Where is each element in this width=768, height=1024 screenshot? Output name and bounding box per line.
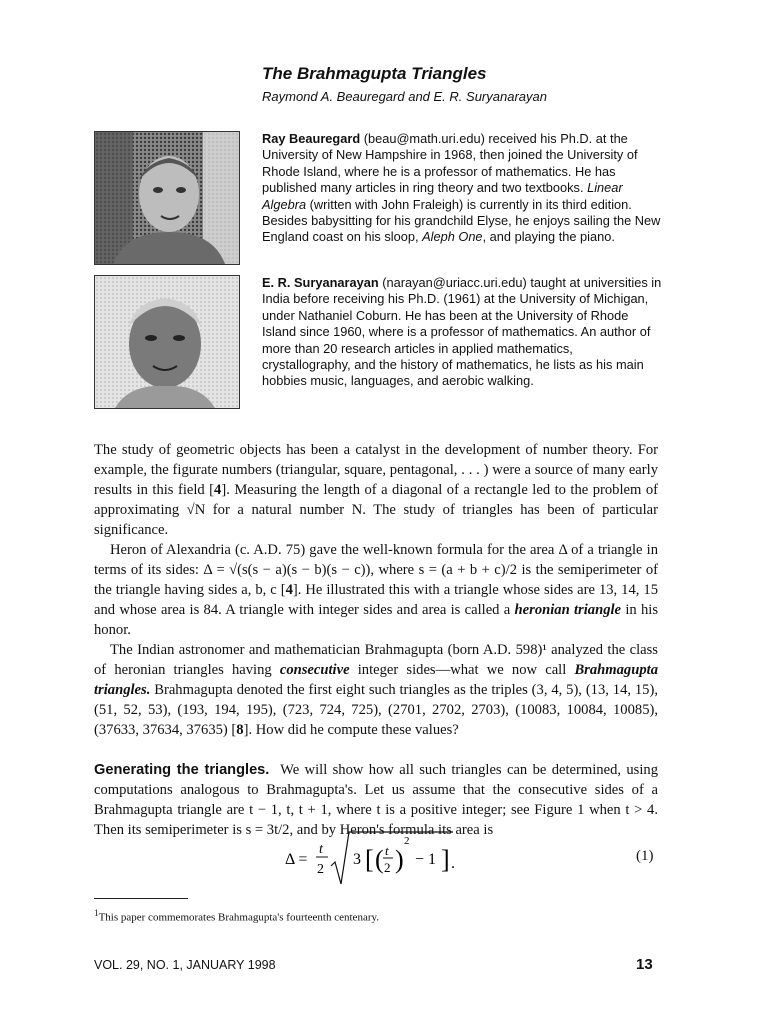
eq-inner-num: t [385,843,389,858]
equation-graphic [285,826,485,890]
footnote-text: This paper commemorates Brahmagupta's fourteenth centenary. [98,911,380,924]
author-photo-suryanarayan [94,275,240,409]
text-run: ]. He illustrated this with a triangle whose sides are 13, 14, 15 and whose area is 84. A triangle with integer sides and area is called a [94,582,658,618]
portrait-image [95,132,239,264]
eq-paren-close: ) [395,845,404,874]
citation-ref: 8 [236,722,244,738]
text-run: ]. Measuring the length of a diagonal of a rectangle led to the problem of approximating √N for a natural number N. The study of triangles has been of particular significance. [94,482,658,538]
text-run: in his honor. [94,602,658,638]
author-bio-suryanarayan [262,275,662,390]
equation-number: (1) [636,848,654,864]
eq-frac-num: t [319,842,323,857]
bio-text: (narayan@uriacc.uri.edu) taught at universities in India before receiving his Ph.D. (1961) at the University of Michigan, under Nathaniel Coburn. He has been at the University of Rhode Island since 1960, where is a professor of mathematics. An author of more than 20 research articles in applied mathematics, crystallography, and the history of mathematics, he lists as his main hobbies music, languages, and aerobic walking. [262,275,662,389]
eq-lhs: Δ = [285,851,308,868]
section-heading: Generating the triangles. [94,762,270,778]
text-run: ]. How did he compute these values? [243,722,459,738]
article-title: The Brahmagupta Triangles [262,64,487,83]
article-body [94,440,658,840]
text-run: Heron of Alexandria (c. A.D. 75) gave the well-known formula for the area Δ of a triangle in terms of its sides: Δ = √(s(s − a)(s − b)(s − c)), where s = (a + b + c)/2 is the semiperimeter of the triangle having sides a, b, c [ [94,542,658,598]
footnote [94,908,379,924]
eq-minus-one: − 1 [415,851,437,868]
paragraph-heron [94,540,658,640]
eq-bracket-close: ] [441,845,450,874]
author-bio-beauregard [262,131,662,246]
page-number: 13 [636,956,653,973]
journal-issue: VOL. 29, NO. 1, JANUARY 1998 [94,958,276,972]
eq-three: 3 [353,851,361,868]
bio-italic-book: Linear Algebra [262,180,623,212]
article-authors: Raymond A. Beauregard and E. R. Suryanarayan [262,89,547,104]
text-run: integer sides—what we now call [349,662,575,678]
citation-ref: 4 [285,582,293,598]
equation-1 [285,826,485,890]
text-run: Brahmagupta denoted the first eight such triangles as the triples (3, 4, 5), (13, 14, 15), (51, 52, 53), (193, 194, 195), (723, 724, 725), (2701, 2702, 2703), (10083, 10084, 10085), (37633, 37634, 37635) [ [94,682,658,738]
eq-bracket-open: [ [365,845,374,874]
text-run: We will show how all such triangles can be determined, using computations analogous to Brahmagupta's. Let us assume that the consecutive sides of a Brahmagupta triangle are t − 1, t, t + 1, where t is a positive integer; see Figure 1 when t > 4. Then its semiperimeter is s = 3t/2, and by Heron's formula its area is [94,762,659,838]
citation-ref: 4 [214,482,222,498]
footnote-divider [94,898,188,899]
bio-text: , and playing the piano. [482,229,615,245]
bio-text: (beau@math.uri.edu) received his Ph.D. at the University of New Hampshire in 1968, then joined the University of Rhode Island, where he is a professor of mathematics. He has published many articles in ring theory and two textbooks. [262,131,638,196]
bio-text: (written with John Fraleigh) is currently in its third edition. Besides babysitting for his grandchild Elyse, he enjoys sailing the New England coast on his sloop, [262,196,661,245]
paragraph-intro [94,440,658,540]
text-run: The Indian astronomer and mathematician Brahmagupta (born A.D. 598)¹ analyzed the class of heronian triangles having [94,642,658,678]
term-brahmagupta-triangles: Brahmagupta triangles. [94,662,658,698]
eq-exponent: 2 [404,835,410,847]
term-heronian: heronian triangle [514,602,622,618]
paragraph-brahmagupta [94,640,658,740]
bio-name: E. R. Suryanarayan [262,275,379,290]
eq-inner-den: 2 [384,860,391,875]
author-photo-beauregard [94,131,240,265]
eq-paren-open: ( [375,845,384,874]
bio-italic-sloop: Aleph One [422,229,483,245]
term-consecutive: consecutive [279,662,350,678]
bio-name: Ray Beauregard [262,131,361,146]
eq-period: . [451,855,455,872]
footnote-mark: 1 [94,908,99,918]
portrait-image [95,276,239,408]
eq-frac-den: 2 [317,862,324,877]
text-run: The study of geometric objects has been a catalyst in the development of number theory. For example, the figurate numbers (triangular, square, pentagonal, . . . ) were a source of many early results in this field [ [94,442,658,498]
